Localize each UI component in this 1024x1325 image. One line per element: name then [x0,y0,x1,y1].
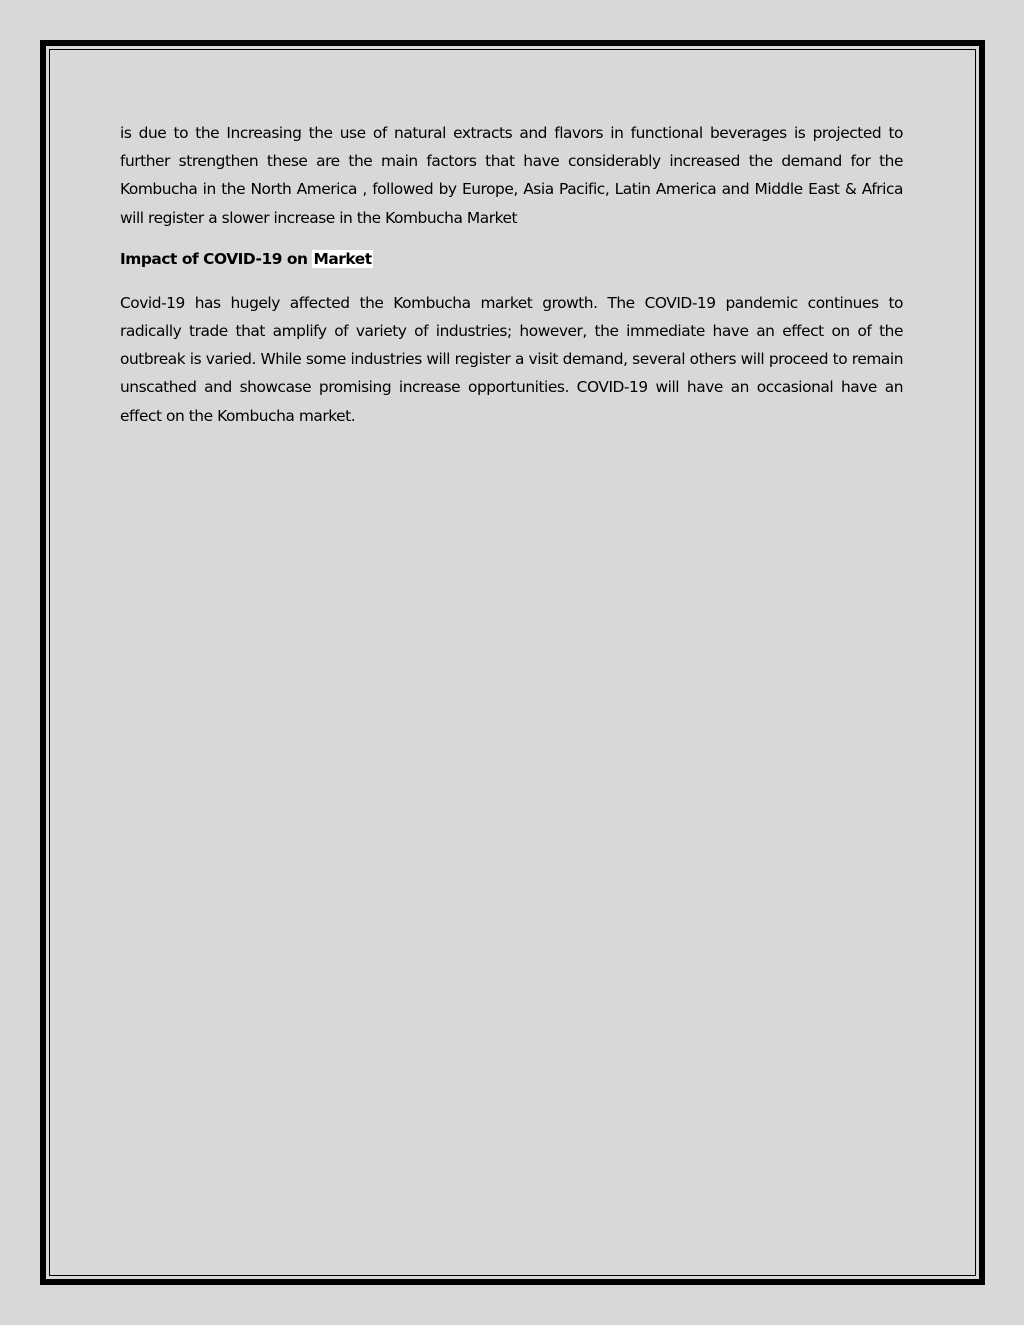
section-heading-text: Impact of COVID-19 on [120,249,313,268]
highlighted-market-word: Market [313,249,372,268]
section-heading [120,245,903,273]
intro-paragraph: is due to the Increasing the use of natural extracts and flavors in functional beverages is projected to further strengthen these are the main factors that have considerably increased the demand for the Kombucha in the North America , followed by Europe, Asia Pacific, Latin America and Middle East & Africa will register a slower increase in the Kombucha Market [120,124,903,227]
covid-paragraph: Covid-19 has hugely affected the Kombucha market growth. The COVID-19 pandemic continues to radically trade that amplify of variety of industries; however, the immediate have an effect on of the outbreak is varied. While some industries will register a visit demand, several others will proceed to remain unscathed and showcase promising increase opportunities. COVID-19 will have an occasional have an effect on the Kombucha market. [120,293,903,425]
document-body [120,119,903,430]
